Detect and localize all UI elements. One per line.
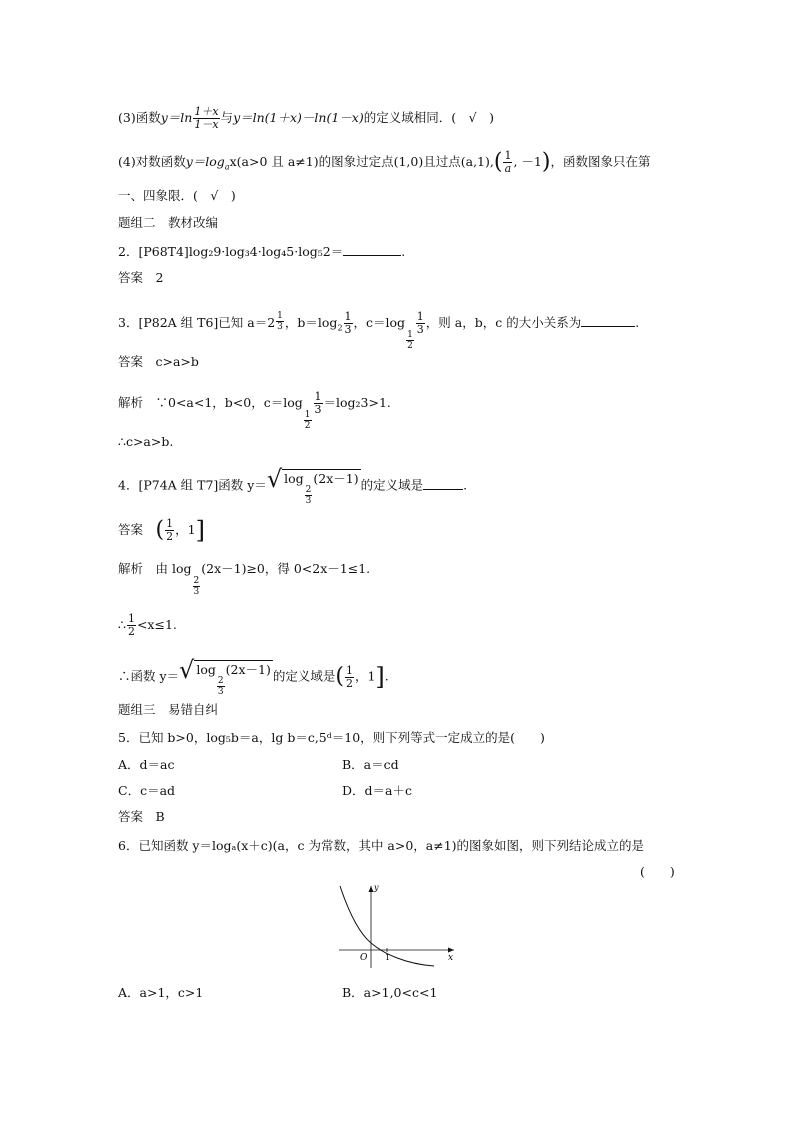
p5-option-a: A．d＝ac [118,757,175,772]
tick-one-label: 1 [385,953,391,962]
problem-3 [118,311,639,351]
s4b-den: 2 [127,625,135,638]
s4c-mid: 的定义域是 [272,668,336,684]
s4b-num: 1 [127,612,135,625]
p3-b-sub: 2 [337,323,343,333]
q4-tail: ，函数图象只在第 [550,154,651,169]
q3-frac-num: 1＋x [194,105,219,118]
solution-3 [118,391,391,431]
p4-lead: 4．[P74A 组 T7]函数 y＝ [118,477,267,493]
s3-den: 3 [314,403,322,416]
s4-arg: (2x－1) [201,561,247,576]
y-axis-arrow [369,886,374,892]
p3-blank [581,314,635,327]
p4-end: . [463,477,468,493]
s4c-sqrt: √ log $\frac{2}{3}$ (2x－1) [179,656,271,697]
p4-arg: (2x－1) [313,471,359,486]
x-axis-arrow [448,948,454,953]
p3-b-num: 1 [344,310,352,323]
q4-pt-den: a [504,162,512,175]
solution-4: 解析 由 log $\frac{2}{3}$ (2x－1)≥0，得 0<2x－1≤1. [118,561,371,597]
log-graph [334,880,464,970]
s4c-tail: ，1 [354,668,376,684]
q4-pt-tail: , －1 [513,154,542,169]
y-label: y [374,883,379,892]
p5-option-d: D．d＝a＋c [342,783,412,798]
p3-exp-frac [276,311,284,332]
p3-c-den: 3 [416,323,424,336]
a4-tail: ，1 [175,522,196,537]
answer-2: 答案 2 [118,270,164,285]
s4c-num: 1 [345,663,353,677]
p3-lead: 3．[P82A 组 T6]已知 a＝2 [118,315,276,330]
q4-line-2: 一、四象限．( √ ) [118,188,236,203]
s4c-den: 2 [345,676,353,690]
p6-option-b: B．a>1,0<c<1 [342,985,438,1000]
p2-blank [343,243,401,256]
p4-sqrt: √ log $\frac{2}{3}$ (2x－1) [266,465,359,506]
p3-end: . [635,315,640,330]
q4-paren-close: ) [541,149,551,175]
solution-4b [118,613,177,638]
q3-func1: y＝ln [160,110,193,125]
q4-sub: a [224,162,230,172]
q3-frac-den: 1－x [194,118,219,131]
s4c-lead: ∴函数 y＝ [118,668,180,684]
answer-5: 答案 B [118,809,165,824]
p4-blank [423,477,463,490]
s4-tail: ≥0，得 0<2x－1≤1. [246,561,371,576]
origin-label: O [360,953,368,963]
p3-exp-num: 1 [277,311,283,321]
answer-4: 答案 ( $\frac{1}{2}$ ，1] [118,516,205,545]
q4-expr: y＝log [185,154,225,169]
s3-num: 1 [314,390,322,403]
q4-label: (4)对数函数 [118,154,186,169]
q4-pt-num: 1 [504,149,512,162]
p6-paren: ( ) [640,864,675,879]
p3-mid: ，则 a，b，c 的大小关系为 [425,315,582,330]
a4-num: 1 [166,517,174,530]
p3-b-frac [344,311,353,336]
problem-5: 5．已知 b>0，log₅b＝a，lg b＝c,5ᵈ＝10，则下列等式一定成立的是( ) [118,730,545,745]
s4-lead: 解析 由 log [118,561,192,576]
x-label: x [448,953,454,963]
answer-3: 答案 c>a>b [118,354,199,369]
p5-option-b: B．a＝cd [342,757,399,772]
a4-label: 答案 [118,522,144,537]
group3-heading: 题组三 易错自纠 [118,702,219,717]
q3-func2: y＝ln(1＋x)－ln(1－x) [233,110,364,125]
q4-line [118,150,650,175]
q4-cond: x(a>0 且 a≠1)的图象过定点(1,0)且过点(a,1), [229,154,494,169]
problem-2 [118,243,405,260]
q3-fraction [193,106,219,131]
s3-lead: 解析 ∵0<a<1，b<0，c＝log [118,395,303,410]
problem-6: 6．已知函数 y＝logₐ(x＋c)(a，c 为常数，其中 a>0，a≠1)的图象如图，则下列结论成立的是 [118,838,645,853]
p3-exp-den: 3 [277,322,283,332]
q3-line [118,106,494,131]
p5-option-c: C．c＝ad [118,783,176,798]
problem-4 [118,466,467,506]
s3-frac [314,391,323,416]
p6-option-a: A．a>1，c>1 [118,985,204,1000]
p3-c-base: $\frac{1}{2}$ [407,330,413,351]
q3-label: (3)函数 [118,110,161,125]
s4c-log: log [196,662,216,677]
group2-heading: 题组二 教材改编 [118,215,219,230]
solution-4c: ∴函数 y＝ √ log $\frac{2}{3}$ (2x－1) 的定义域是( $\frac{1}{2}$ ，1]. [118,656,389,697]
s4b-frac [127,613,136,638]
p3-c-num: 1 [416,310,424,323]
p2-end: . [401,244,406,259]
q4-point-frac [503,150,512,175]
p4-tail: 的定义域是 [360,477,424,493]
s3-tail: ＝log₂3>1. [323,395,391,410]
solution-3b: ∴c>a>b. [118,434,174,449]
p3-c: ，c＝log [353,315,406,330]
p3-c-frac [416,311,425,336]
p4-log: log [284,471,304,486]
s4c-arg: (2x－1) [225,662,271,677]
s4b-tail: <x≤1. [136,617,177,632]
q3-mid: 与 [220,110,234,125]
p3-b: ，b＝log [284,315,338,330]
q3-tail: 的定义域相同．( √ ) [363,110,494,125]
s4b-lead: ∴ [118,617,126,632]
s3-base: $\frac{1}{2}$ [304,410,311,431]
a4-den: 2 [166,530,174,543]
a4-frac [165,518,174,543]
p3-b-den: 3 [344,323,352,336]
q4-paren-open: ( [493,149,503,175]
p2-text: 2．[P68T4]log₂9·log₃4·log₄5·log₅2＝ [118,244,344,259]
s4c-end: . [384,668,389,684]
